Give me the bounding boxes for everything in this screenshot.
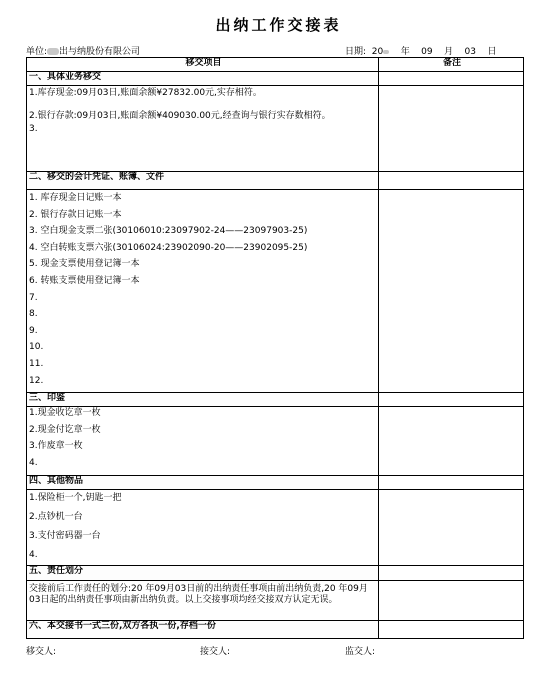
notes-cell	[379, 489, 524, 565]
date-day-unit: 日	[487, 47, 497, 57]
redacted-mark	[383, 50, 389, 54]
section-title-vouchers: 二、移交的会计凭证、账簿、文件	[27, 172, 379, 190]
list-item: 8.	[29, 309, 38, 320]
handover-person-label: 移交人:	[26, 647, 57, 657]
notes-cell	[379, 565, 524, 580]
seals-items-cell	[27, 407, 379, 475]
section-body-responsibility	[27, 580, 524, 620]
notes-cell	[379, 86, 524, 172]
business-items-cell	[27, 86, 379, 172]
list-item: 4. 空白转账支票六张(30106024:23902090-20——23902095-25)	[29, 242, 308, 253]
date-line	[345, 44, 496, 57]
notes-cell	[379, 475, 524, 489]
section-row	[27, 565, 524, 580]
list-item: 2. 银行存款日记账一本	[29, 209, 122, 220]
date-year-unit: 年	[400, 47, 410, 57]
list-item: 9.	[29, 325, 38, 336]
list-item: 1.保险柜一个,钥匙一把	[29, 492, 122, 503]
notes-column-header: 备注	[379, 58, 524, 72]
list-item: 1. 库存现金日记账一本	[29, 193, 122, 203]
unit-line	[26, 44, 140, 57]
notes-cell	[379, 172, 524, 190]
supervisor-person-label: 监交人:	[345, 647, 376, 657]
others-items-cell	[27, 489, 379, 565]
notes-cell	[379, 407, 524, 475]
list-item: 11.	[29, 358, 44, 369]
section-body-others	[27, 489, 524, 565]
list-item: 4.	[29, 549, 38, 560]
section-row	[27, 172, 524, 190]
section-body-business	[27, 86, 524, 172]
list-item: 3. 空白现金支票二张(30106010:23097902-24——23097903-25)	[29, 226, 308, 237]
list-item: 7.	[29, 292, 38, 303]
section-title-responsibility: 五、责任划分	[27, 565, 379, 580]
document-title: 出纳工作交接表	[215, 16, 342, 34]
vouchers-items-cell	[27, 190, 379, 393]
list-item: 3.	[29, 124, 38, 134]
section-row	[27, 475, 524, 489]
section-title-others: 四、其他物品	[27, 475, 379, 489]
date-year: 20	[371, 47, 384, 57]
notes-cell	[379, 190, 524, 393]
list-item: 12.	[29, 375, 44, 386]
notes-cell	[379, 620, 524, 638]
list-item: 5. 现金支票使用登记簿一本	[29, 259, 140, 270]
date-month-unit: 月	[444, 47, 454, 57]
list-item: 10.	[29, 342, 44, 353]
handover-table	[26, 57, 524, 639]
list-item: 2.银行存款:09月03日,账面余额¥409030.00元,经查询与银行实存数相符。	[29, 111, 331, 121]
section-row	[27, 72, 524, 86]
notes-cell	[379, 72, 524, 86]
responsibility-text: 交接前后工作责任的划分:20 年09月03日前的出纳责任事项由前出纳负责,20 年09月03日起的出纳责任事项由新出纳负责。以上交接事项均经交接双方认定无误。	[27, 580, 379, 620]
notes-cell	[379, 580, 524, 620]
header-row	[27, 58, 524, 72]
list-item: 6. 转账支票使用登记簿一本	[29, 275, 140, 286]
list-item: 2.点钞机一台	[29, 511, 83, 522]
section-title-copies: 六、本交接书一式三份,双方各执一份,存档一份	[27, 620, 379, 638]
section-title-seals: 三、印鉴	[27, 393, 379, 407]
section-row	[27, 393, 524, 407]
date-label: 日期:	[345, 47, 367, 57]
section-row	[27, 620, 524, 638]
section-body-vouchers	[27, 190, 524, 393]
list-item: 1.现金收讫章一枚	[29, 408, 101, 419]
section-body-seals	[27, 407, 524, 475]
list-item: 4.	[29, 457, 38, 468]
unit-name: 出与纳股份有限公司	[59, 47, 141, 57]
list-item: 2.现金付讫章一枚	[29, 424, 101, 435]
unit-label: 单位:	[26, 47, 48, 57]
list-item: 1.库存现金:09月03日,账面余额¥27832.00元,实存相符。	[29, 88, 262, 98]
items-column-header: 移交项目	[27, 58, 379, 72]
receiver-person-label: 接交人:	[200, 647, 231, 657]
list-item: 3.作废章一枚	[29, 441, 83, 452]
date-month: 09	[421, 47, 433, 57]
notes-cell	[379, 393, 524, 407]
date-day: 03	[464, 47, 476, 57]
redacted-mark	[47, 48, 59, 55]
list-item: 3.支付密码器一台	[29, 530, 101, 541]
section-title-business: 一、具体业务移交	[27, 72, 379, 86]
